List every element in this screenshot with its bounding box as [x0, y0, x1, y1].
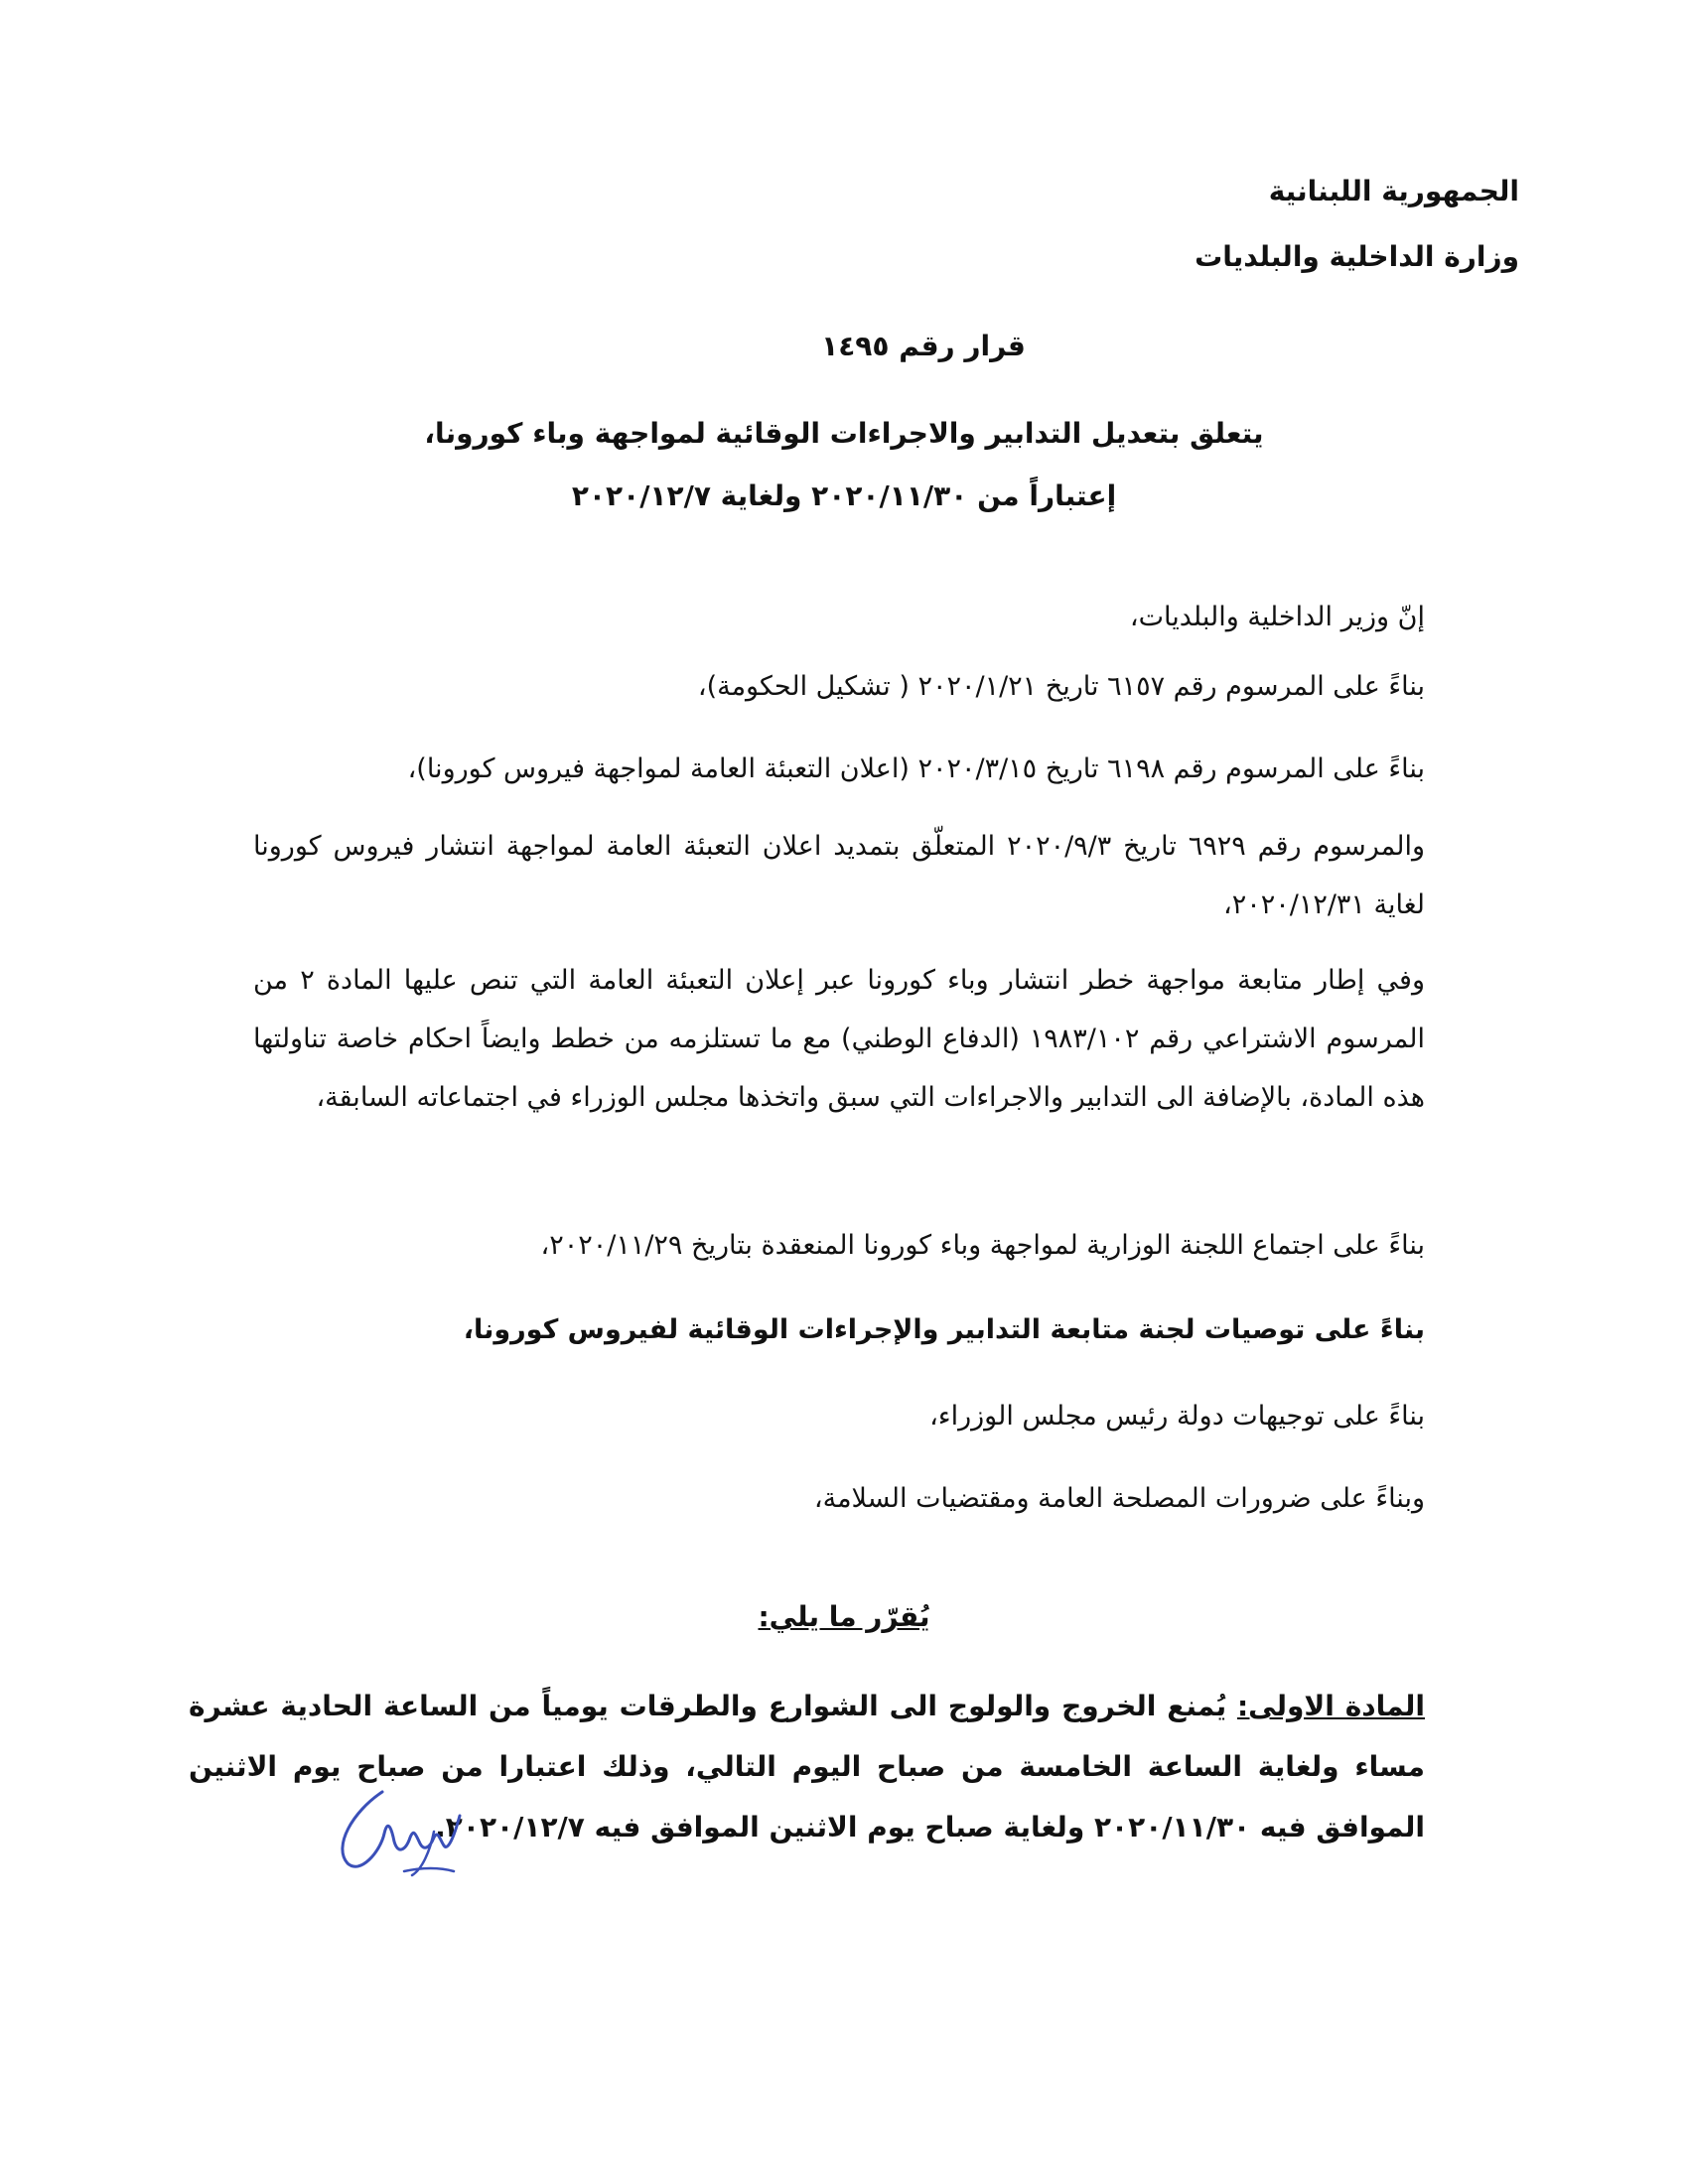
- preamble-clause-8: وبناءً على ضرورات المصلحة العامة ومقتضيات السلامة،: [813, 1483, 1425, 1514]
- preamble-clause-2: بناءً على المرسوم رقم ٦١٩٨ تاريخ ٢٠٢٠/٣/١٥ (اعلان التعبئة العامة لمواجهة فيروس كورونا)،: [407, 753, 1425, 784]
- preamble-clause-5: بناءً على اجتماع اللجنة الوزارية لمواجهة وباء كورونا المنعقدة بتاريخ ٢٠٢٠/١١/٢٩،: [540, 1230, 1425, 1261]
- preamble-clause-6: بناءً على توصيات لجنة متابعة التدابير والإجراءات الوقائية لفيروس كورونا،: [463, 1314, 1425, 1345]
- preamble-clause-7: بناءً على توجيهات دولة رئيس مجلس الوزراء،: [929, 1401, 1425, 1432]
- preamble-clause-1: بناءً على المرسوم رقم ٦١٥٧ تاريخ ٢٠٢٠/١/٢١ ( تشكيل الحكومة)،: [697, 671, 1425, 702]
- article-1-text: يُمنع الخروج والولوج الى الشوارع والطرقات يومياً من الساعة الحادية عشرة مساء ولغاية الساعة الخامسة من صباح اليوم التالي، وذلك اعتبارا من صباح يوم الاثنين الموافق فيه ٢٠٢٠/١١/٣٠ ولغاية صباح يوم الاثنين الموافق فيه ٢٠٢٠/١٢/٧.: [189, 1690, 1425, 1843]
- article-1-label: المادة الاولى:: [1236, 1690, 1426, 1722]
- decision-period: إعتباراً من ٢٠٢٠/١١/٣٠ ولغاية ٢٠٢٠/١٢/٧: [571, 479, 1117, 512]
- preamble-clause-4: وفي إطار متابعة مواجهة خطر انتشار وباء كورونا عبر إعلان التعبئة العامة التي تنص عليها المادة ٢ من المرسوم الاشتراعي رقم ١٩٨٣/١٠٢ (الدفاع الوطني) مع ما تستلزمه من خطط وايضاً احكام خاصة تناولتها هذه المادة، بالإضافة الى التدابير والاجراءات التي سبق واتخذها مجلس الوزراء في اجتماعاته السابقة،: [253, 965, 1425, 1113]
- republic-name: الجمهورية اللبنانية: [1268, 175, 1519, 207]
- ministry-name: وزارة الداخلية والبلديات: [1195, 240, 1519, 273]
- preamble-intro: إنّ وزير الداخلية والبلديات،: [1129, 602, 1425, 632]
- letterhead: [1195, 159, 1519, 290]
- signature-icon: [323, 1772, 492, 1881]
- resolution-heading: يُقرّر ما يلي:: [758, 1600, 930, 1633]
- decision-number: قرار رقم ١٤٩٥: [821, 330, 1026, 362]
- preamble-clause-3: والمرسوم رقم ٦٩٢٩ تاريخ ٢٠٢٠/٩/٣ المتعلّق بتمديد اعلان التعبئة العامة لمواجهة انتشار فيروس كورونا لغاية ٢٠٢٠/١٢/٣١،: [253, 831, 1425, 920]
- decision-subject: يتعلق بتعديل التدابير والاجراءات الوقائية لمواجهة وباء كورونا،: [424, 417, 1264, 450]
